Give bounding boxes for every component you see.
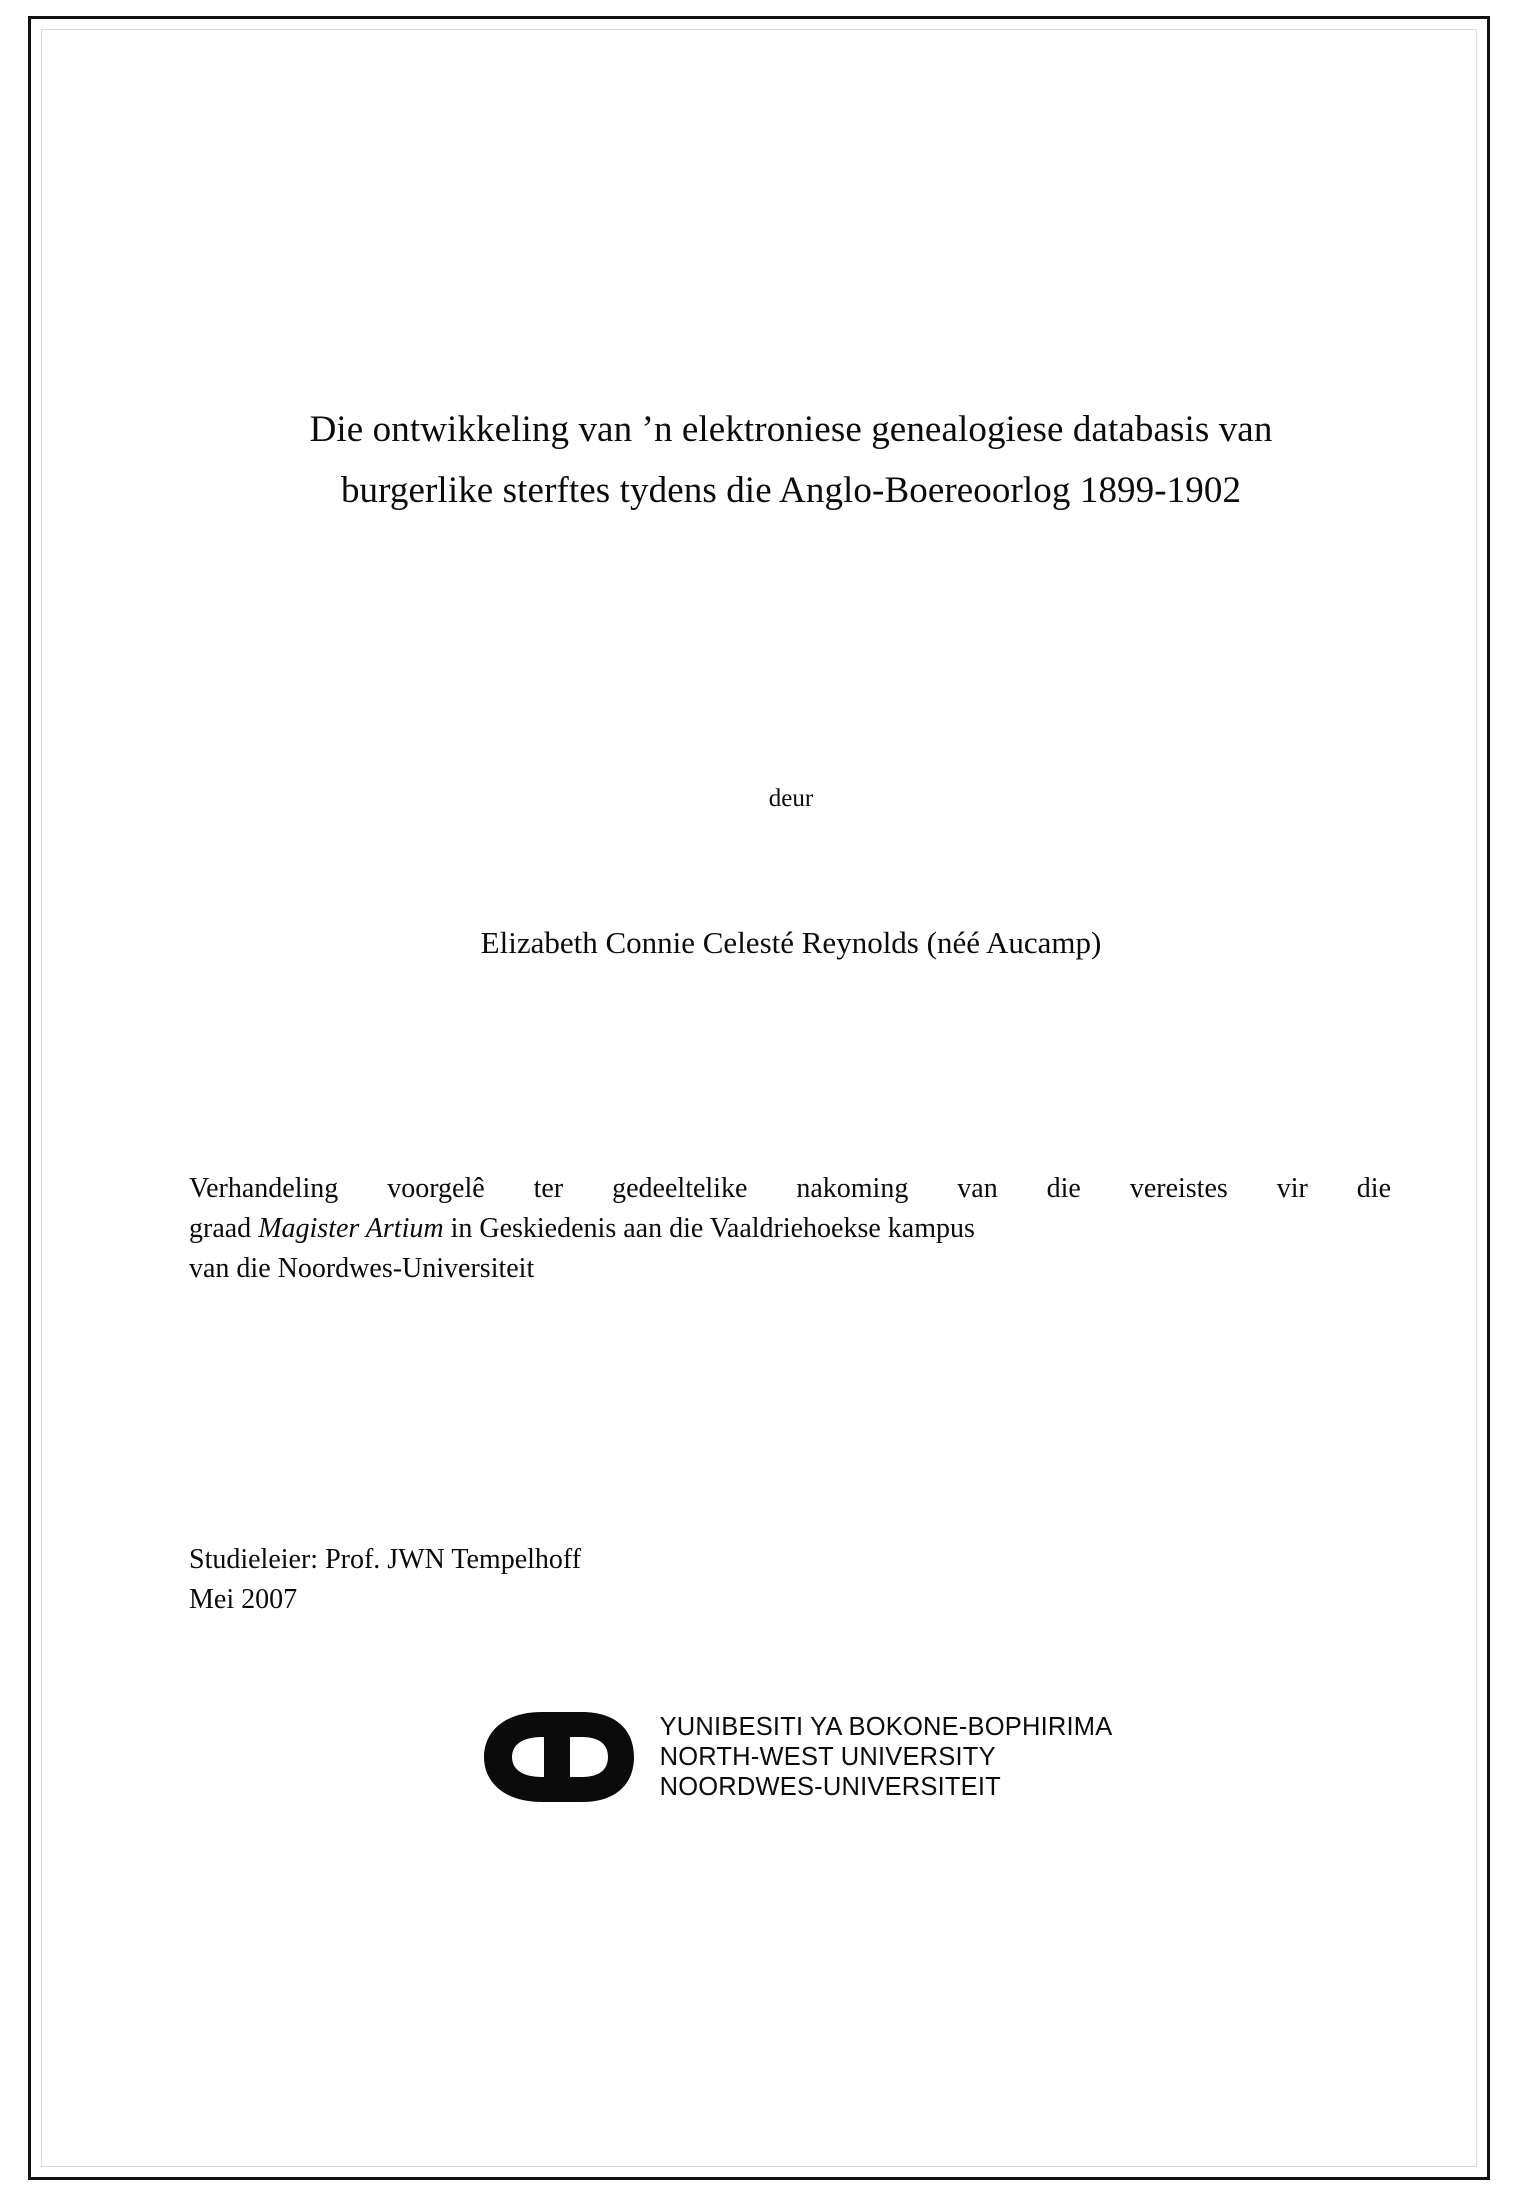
supervisor-block — [181, 1540, 1401, 1620]
degree-statement-line-3: van die Noordwes-Universiteit — [189, 1252, 535, 1284]
degree-statement-line-1: Verhandeling voorgelê ter gedeeltelike nakoming van die vereistes vir die — [189, 1173, 1391, 1205]
university-logo-block — [181, 1698, 1401, 1816]
by-label: deur — [768, 785, 814, 813]
logo-line-afrikaans: NOORDWES-UNIVERSITEIT — [659, 1772, 1001, 1801]
degree-statement — [181, 1169, 1401, 1288]
author-name: Elizabeth Connie Celesté Reynolds (néé Aucamp) — [480, 925, 1102, 961]
degree-statement-prefix: graad — [189, 1212, 259, 1244]
logo-line-english: NORTH-WEST UNIVERSITY — [659, 1742, 996, 1771]
logo-line-setswana: YUNIBESITI YA BOKONE-BOPHIRIMA — [659, 1713, 1113, 1742]
degree-statement-line-2 — [189, 1209, 1391, 1249]
university-logo-text — [660, 1711, 1113, 1802]
nwu-logo-icon — [470, 1698, 660, 1816]
submission-date: Mei 2007 — [189, 1584, 298, 1616]
title-line-2: burgerlike sterftes tydens die Anglo-Boereoorlog 1899-1902 — [340, 470, 1242, 512]
degree-name: Magister Artium — [258, 1212, 444, 1244]
page-border — [28, 16, 1490, 2180]
degree-statement-suffix: in Geskiedenis aan die Vaaldriehoekse kampus — [443, 1212, 975, 1244]
page-title — [181, 399, 1401, 521]
title-line-1: Die ontwikkeling van ’n elektroniese genealogiese databasis van — [309, 409, 1273, 450]
supervisor-name: Studieleier: Prof. JWN Tempelhoff — [189, 1544, 582, 1576]
page-content — [181, 79, 1401, 1816]
